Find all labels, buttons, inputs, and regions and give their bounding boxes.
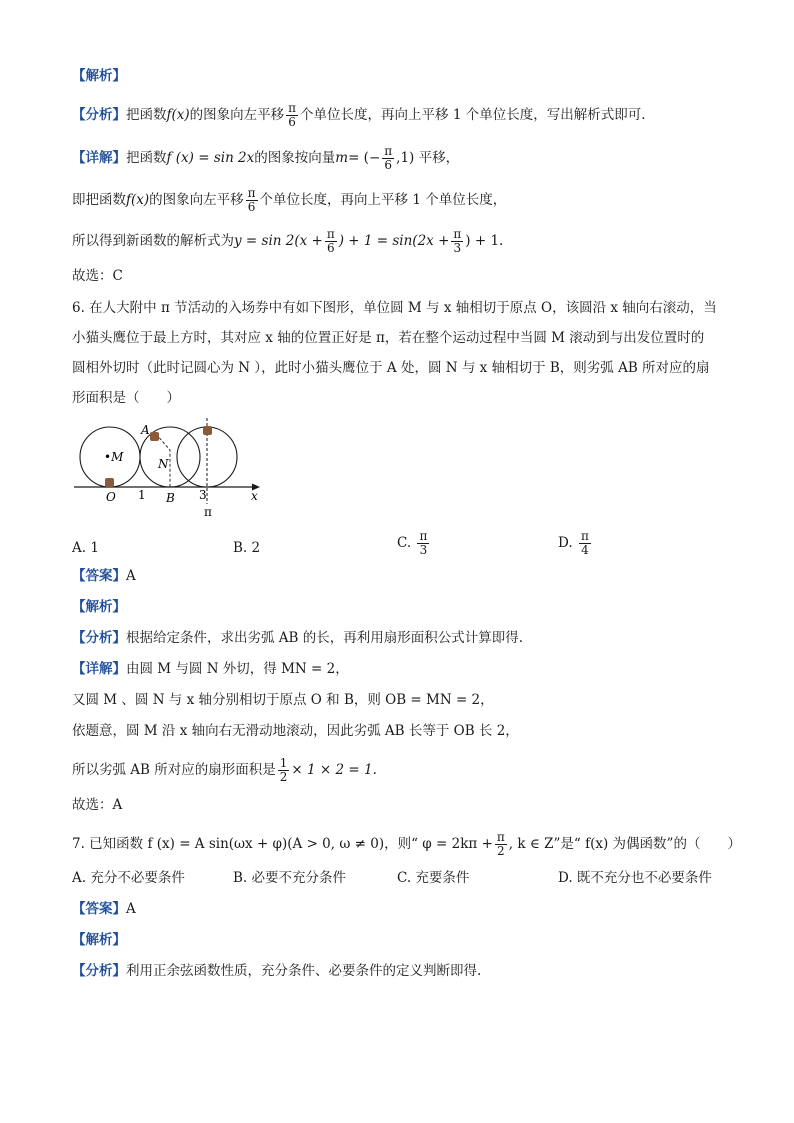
label-n: N bbox=[158, 457, 169, 471]
fraction-pi-6: $\frac{\pi}{6}$ bbox=[326, 227, 335, 255]
q6-stem-2: 小猫头鹰位于最上方时，其对应 x 轴的位置正好是 π，若在整个运动过程中当圆 M 滚动到与出发位置时的 bbox=[72, 330, 705, 346]
label-m: •M bbox=[104, 450, 124, 464]
label-a: A bbox=[141, 423, 150, 437]
label-b: B bbox=[166, 491, 175, 505]
q7-option-c: C. 充要条件 bbox=[397, 870, 470, 886]
q7-jiexi: 【解析】 bbox=[72, 932, 126, 948]
q5-detail-3: 所以得到新函数的解析式为y = sin 2(x + $\frac{\pi}{6}$ ) + 1 = sin(2x + $\frac{\pi}{3}$ ) + 1. bbox=[72, 227, 504, 255]
q5-detail-2: 即把函数f(x)的图象向左平移 $\frac{\pi}{6}$ 个单位长度，再向上平移 1 个单位长度， bbox=[72, 186, 507, 214]
fraction-pi-6: $\frac{\pi}{6}$ bbox=[288, 101, 297, 129]
fraction-1-2: $\frac{1}{2}$ bbox=[279, 756, 288, 784]
q5-choose: 故选：C bbox=[72, 268, 123, 284]
q7-option-d: D. 既不充分也不必要条件 bbox=[558, 870, 712, 886]
q6-choose: 故选：A bbox=[72, 797, 123, 813]
q6-stem-1: 6. 在人大附中 π 节活动的入场券中有如下图形，单位圆 M 与 x 轴相切于原点 O，该圆沿 x 轴向右滚动，当 bbox=[72, 300, 717, 316]
q6-option-d: D. $\frac{\pi}{4}$ bbox=[558, 529, 589, 557]
q6-detail-3: 依题意，圆 M 沿 x 轴向右无滑动地滚动，因此劣弧 AB 长等于 OB 长 2， bbox=[72, 723, 519, 739]
q6-option-a: A. 1 bbox=[72, 540, 99, 556]
label-x: x bbox=[251, 489, 258, 503]
q6-jiexi: 【解析】 bbox=[72, 599, 126, 615]
rolling-circle-figure bbox=[70, 412, 270, 520]
fraction-pi-6: $\frac{\pi}{6}$ bbox=[384, 144, 393, 172]
q6-option-b: B. 2 bbox=[233, 540, 261, 556]
q6-analysis: 【分析】根据给定条件，求出劣弧 AB 的长，再利用扇形面积公式计算即得. bbox=[72, 630, 524, 646]
label-one: 1 bbox=[138, 488, 146, 502]
q7-answer: 【答案】A bbox=[72, 901, 136, 917]
fraction-pi-2: $\frac{\pi}{2}$ bbox=[496, 830, 505, 858]
q7-options bbox=[72, 868, 732, 890]
fraction-pi-6: $\frac{\pi}{6}$ bbox=[247, 186, 256, 214]
q5-analysis: 【分析】把函数f(x)的图象向左平移 $\frac{\pi}{6}$ 个单位长度，再向上平移 1 个单位长度，写出解析式即可. bbox=[72, 101, 646, 129]
q6-detail-4: 所以劣弧 AB 所对应的扇形面积是 $\frac{1}{2}$ × 1 × 2 = 1. bbox=[72, 756, 377, 784]
q6-detail-1: 【详解】由圆 M 与圆 N 外切，得 MN = 2， bbox=[72, 661, 349, 677]
owl-icon-a bbox=[150, 432, 159, 441]
jiexi-heading: 【解析】 bbox=[72, 68, 126, 84]
vector-m: m bbox=[335, 150, 349, 166]
label-three: 3 bbox=[199, 488, 207, 502]
label-pi: π bbox=[204, 505, 212, 519]
q7-stem: 7. 已知函数 f (x) = A sin(ωx + φ)(A > 0, ω ≠ 0)，则“ φ = 2kπ + $\frac{\pi}{2}$ , k ∈ Z”是“ f(x) 为偶函数”的（ ） bbox=[72, 830, 741, 858]
owl-icon-top bbox=[203, 426, 212, 435]
q6-options bbox=[72, 530, 732, 570]
fraction-pi-3: $\frac{\pi}{3}$ bbox=[453, 227, 462, 255]
q6-answer: 【答案】A bbox=[72, 568, 136, 584]
label-o: O bbox=[106, 490, 116, 504]
owl-icon-o bbox=[105, 478, 114, 487]
q6-stem-4: 形面积是（ ） bbox=[72, 390, 180, 406]
q7-option-a: A. 充分不必要条件 bbox=[72, 870, 185, 886]
q6-stem-3: 圆相外切时（此时记圆心为 N ），此时小猫头鹰位于 A 处，圆 N 与 x 轴相切于 B，则劣弧 AB 所对应的扇 bbox=[72, 360, 710, 376]
q7-analysis: 【分析】利用正余弦函数性质，充分条件、必要条件的定义判断即得. bbox=[72, 963, 482, 979]
q6-detail-2: 又圆 M 、圆 N 与 x 轴分别相切于原点 O 和 B，则 OB = MN = 2， bbox=[72, 692, 494, 708]
q6-option-c: C. $\frac{\pi}{3}$ bbox=[397, 529, 428, 557]
q7-option-b: B. 必要不充分条件 bbox=[233, 870, 347, 886]
q5-detail-1: 【详解】把函数f (x) = sin 2x的图象按向量m= (− $\frac{\pi}{6}$ ,1) 平移， bbox=[72, 144, 460, 172]
